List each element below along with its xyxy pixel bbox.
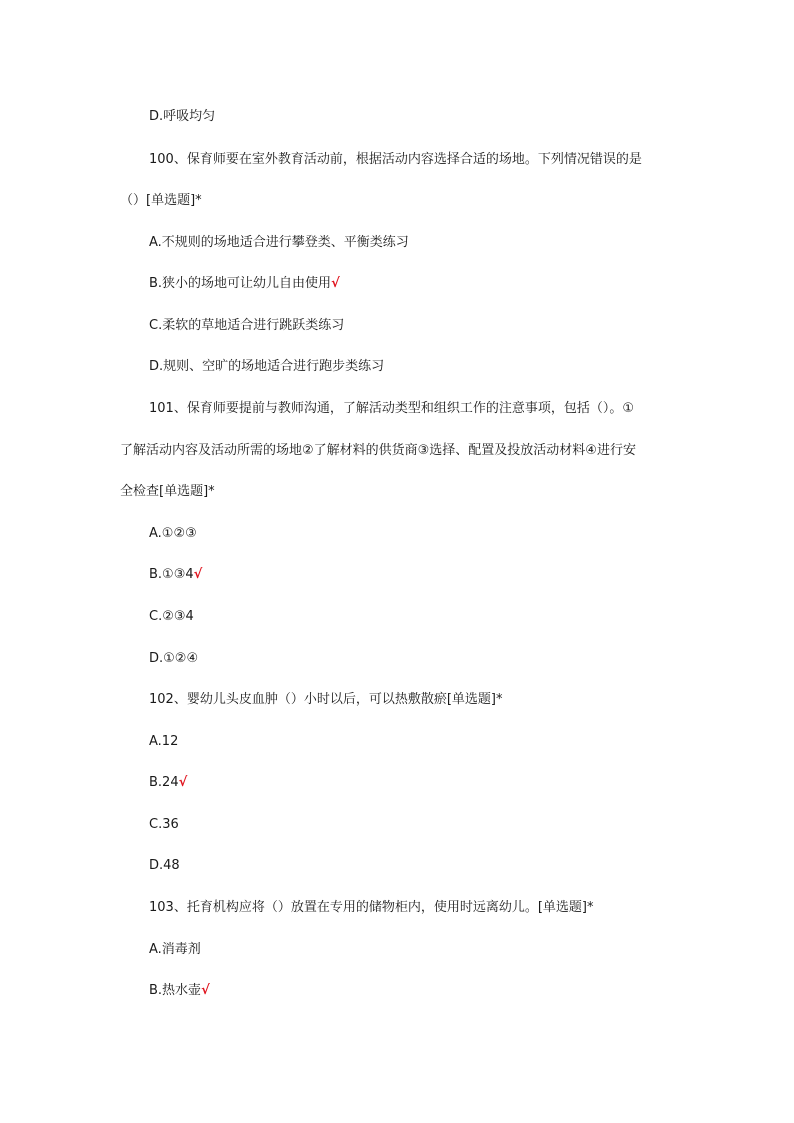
option-100-a: A.不规则的场地适合进行攀登类、平衡类练习 (149, 235, 409, 250)
option-100-c: C.柔软的草地适合进行跳跃类练习 (149, 318, 345, 333)
correct-check-icon: √ (331, 276, 340, 291)
option-99-d: D.呼吸均匀 (149, 109, 216, 124)
option-103-a: A.消毒剂 (149, 942, 201, 957)
option-102-a: A.12 (149, 734, 179, 749)
question-101-line-3: 全检查[单选题]* (120, 484, 215, 499)
option-100-d: D.规则、空旷的场地适合进行跑步类练习 (149, 359, 385, 374)
option-100-b: B.狭小的场地可让幼儿自由使用√ (149, 276, 340, 291)
correct-check-icon: √ (178, 775, 188, 790)
question-100-line-1: 100、保育师要在室外教育活动前，根据活动内容选择合适的场地。下列情况错误的是 (149, 152, 642, 167)
question-101-line-2: 了解活动内容及活动所需的场地②了解材料的供货商③选择、配置及投放活动材料④进行安 (120, 443, 636, 458)
question-103: 103、托育机构应将（）放置在专用的储物柜内，使用时远离幼儿。[单选题]* (149, 900, 594, 915)
correct-check-icon: √ (193, 567, 203, 582)
correct-check-icon: √ (201, 983, 210, 998)
option-102-b: B.24√ (149, 775, 188, 790)
question-101-line-1: 101、保育师要提前与教师沟通，了解活动类型和组织工作的注意事项，包括（）。① (149, 401, 634, 416)
option-103-b: B.热水壶√ (149, 983, 210, 998)
option-102-d: D.48 (149, 858, 180, 873)
option-101-d: D.①②④ (149, 651, 199, 666)
question-100-line-2: （）[单选题]* (120, 193, 202, 208)
option-101-c: C.②③4 (149, 609, 194, 624)
question-102: 102、婴幼儿头皮血肿（）小时以后，可以热敷散瘀[单选题]* (149, 692, 503, 707)
option-101-a: A.①②③ (149, 526, 197, 541)
option-102-c: C.36 (149, 817, 179, 832)
option-101-b: B.①③4√ (149, 567, 203, 582)
